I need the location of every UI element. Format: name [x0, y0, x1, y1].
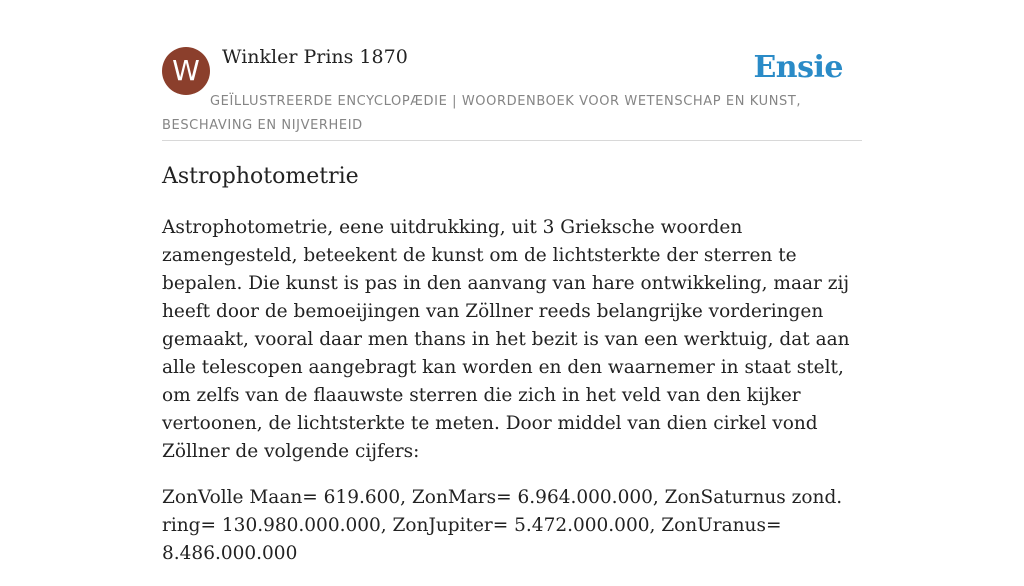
avatar[interactable]: W	[162, 47, 210, 95]
brand-logo[interactable]: Ensie	[753, 50, 843, 85]
header	[162, 0, 862, 141]
source-subtitle: GEÏLLUSTREERDE ENCYCLOPÆDIE | WOORDENBOEK VOOR WETENSCHAP EN KUNST, BESCHAVING EN NIJVERHEID	[162, 94, 802, 133]
article-title: Astrophotometrie	[162, 164, 359, 189]
page	[162, 0, 862, 564]
article-paragraph: Astrophotometrie, eene uitdrukking, uit 3 Grieksche woorden zamengesteld, beteekent de kunst om de lichtsterkte der sterren te bepalen. Die kunst is pas in den aanvang van hare ontwikkeling, maar zij heeft door de bemoeijingen van Zöllner reeds belangrijke vorderingen gemaakt, vooral daar men thans in het bezit is van een werktuig, dat aan alle telescopen aangebragt kan worden en den waarnemer in staat stelt, om zelfs van de flaauwste sterren die zich in het veld van den kijker vertoonen, de lichtsterkte te meten. Door middel van dien cirkel vond Zöllner de volgende cijfers:	[162, 217, 850, 462]
article-body	[162, 214, 862, 586]
source-title[interactable]: Winkler Prins 1870	[222, 46, 408, 68]
article-paragraph: ZonVolle Maan= 619.600, ZonMars= 6.964.000.000, ZonSaturnus zond. ring= 130.980.000.000, ZonJupiter= 5.472.000.000, ZonUranus= 8.486.000.000	[162, 487, 843, 564]
